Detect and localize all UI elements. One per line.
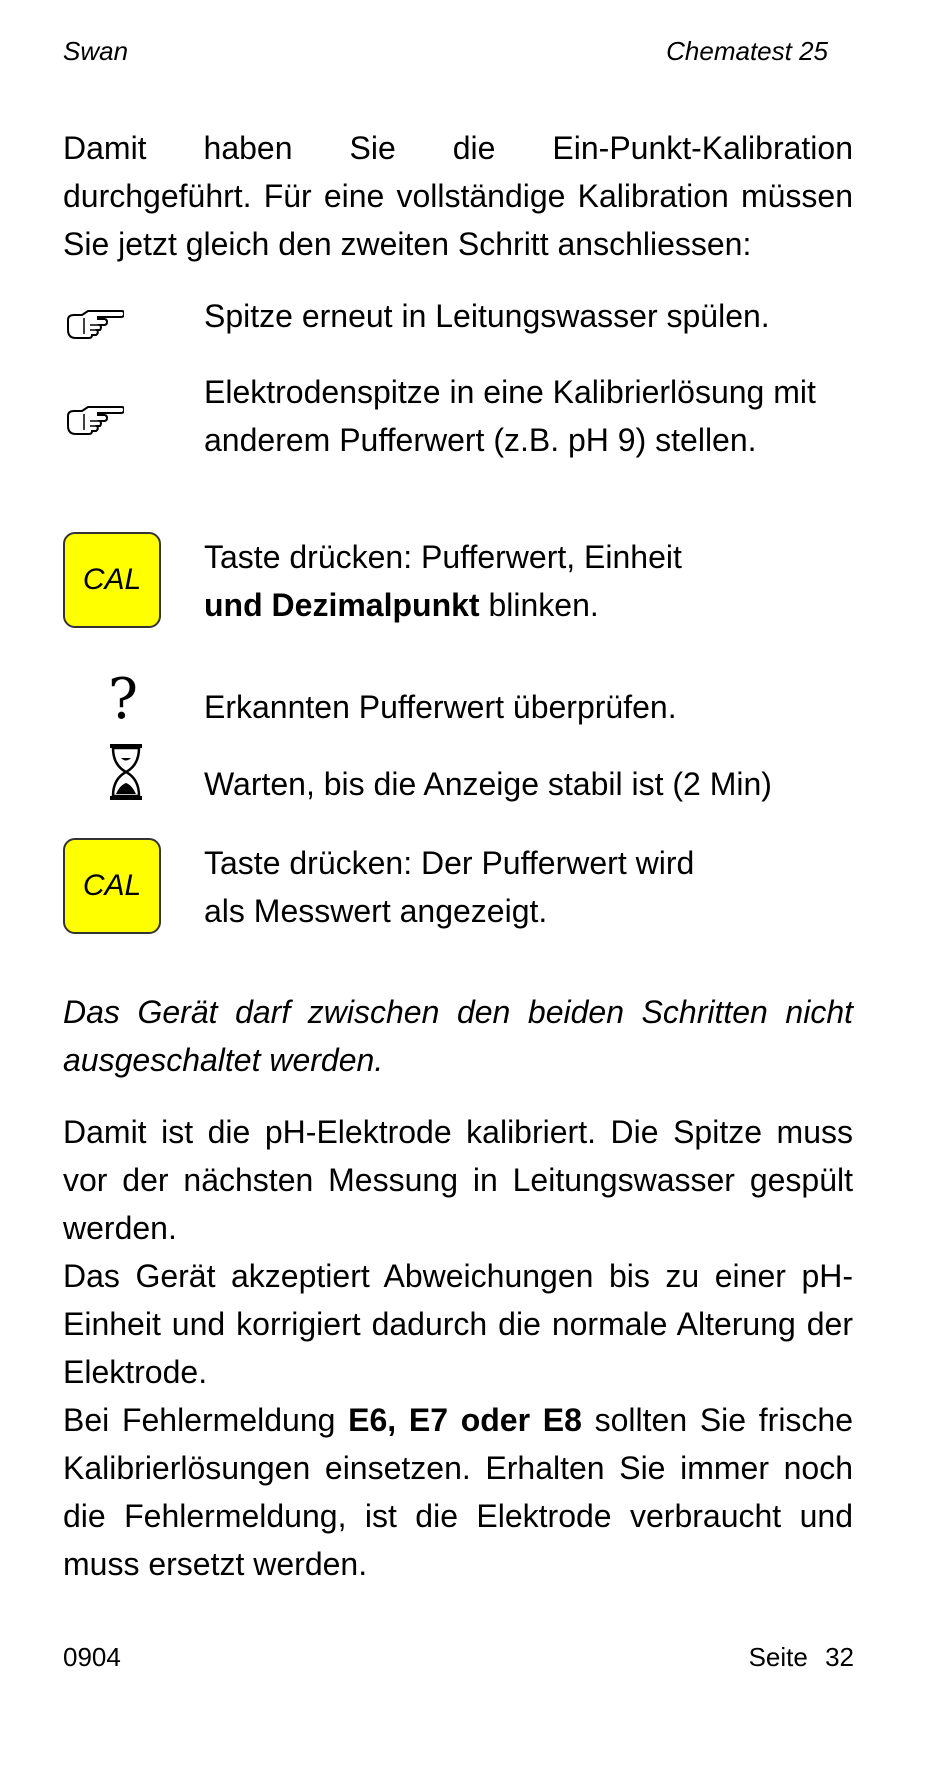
step-check-text: Erkannten Pufferwert überprüfen. bbox=[204, 689, 677, 725]
paragraph-calibrated: Damit ist die pH-Elektrode kalibriert. Die Spitze muss vor der nächsten Messung in Leitungswasser gespült werden. bbox=[63, 1114, 853, 1246]
header-product: Chematest 25 bbox=[666, 36, 828, 66]
warning-note: Das Gerät darf zwischen den beiden Schritten nicht ausgeschaltet werden. bbox=[63, 994, 853, 1078]
intro-paragraph: Damit haben Sie die Ein-Punkt-Kalibration durchgeführt. Für eine vollständige Kalibration müssen Sie jetzt gleich den zweiten Schritt anschliessen: bbox=[63, 130, 853, 262]
errors-text-start: Bei Fehlermeldung bbox=[63, 1402, 349, 1438]
step-wait-text: Warten, bis die Anzeige stabil ist (2 Min) bbox=[204, 766, 772, 802]
pointing-hand-icon bbox=[64, 306, 124, 340]
cal-key-label: CAL bbox=[82, 563, 142, 596]
errors-text-end: sollten Sie frische Kalibrierlösungen einsetzen. Erhalten Sie immer noch die Fehlermeldung, ist die Elektrode verbraucht und muss ersetzt werden. bbox=[63, 1402, 854, 1582]
cal-key-icon bbox=[63, 532, 161, 628]
step-cal1-bold: und Dezimalpunkt bbox=[204, 587, 480, 623]
cal-key-icon bbox=[63, 838, 161, 934]
step-immerse-text: Elektrodenspitze in eine Kalibrierlösung mit anderem Pufferwert (z.B. pH 9) stellen. bbox=[204, 374, 816, 458]
hourglass-icon bbox=[108, 743, 144, 801]
pointing-hand-icon bbox=[64, 402, 124, 436]
paragraph-tolerance: Das Gerät akzeptiert Abweichungen bis zu einer pH-Einheit und korrigiert dadurch die normale Alterung der Elektrode. bbox=[63, 1258, 853, 1390]
page-number: Seite 32 bbox=[748, 1642, 854, 1672]
step-cal1-line2: blinken. bbox=[479, 587, 599, 623]
cal-key-label: CAL bbox=[82, 869, 142, 902]
header-brand: Swan bbox=[63, 36, 129, 66]
page-header bbox=[63, 36, 828, 67]
step-cal2-text: Taste drücken: Der Pufferwert wird als Messwert angezeigt. bbox=[204, 845, 695, 929]
question-mark-icon: ? bbox=[108, 667, 139, 732]
footer-edition: 0904 bbox=[63, 1642, 121, 1672]
error-codes: E6, E7 oder E8 bbox=[348, 1402, 582, 1438]
step-rinse-text: Spitze erneut in Leitungswasser spülen. bbox=[204, 298, 770, 334]
paragraph-errors bbox=[63, 1396, 853, 1588]
step-cal1-text bbox=[204, 533, 864, 629]
step-cal1-line1: Taste drücken: Pufferwert, Einheit bbox=[204, 539, 682, 575]
